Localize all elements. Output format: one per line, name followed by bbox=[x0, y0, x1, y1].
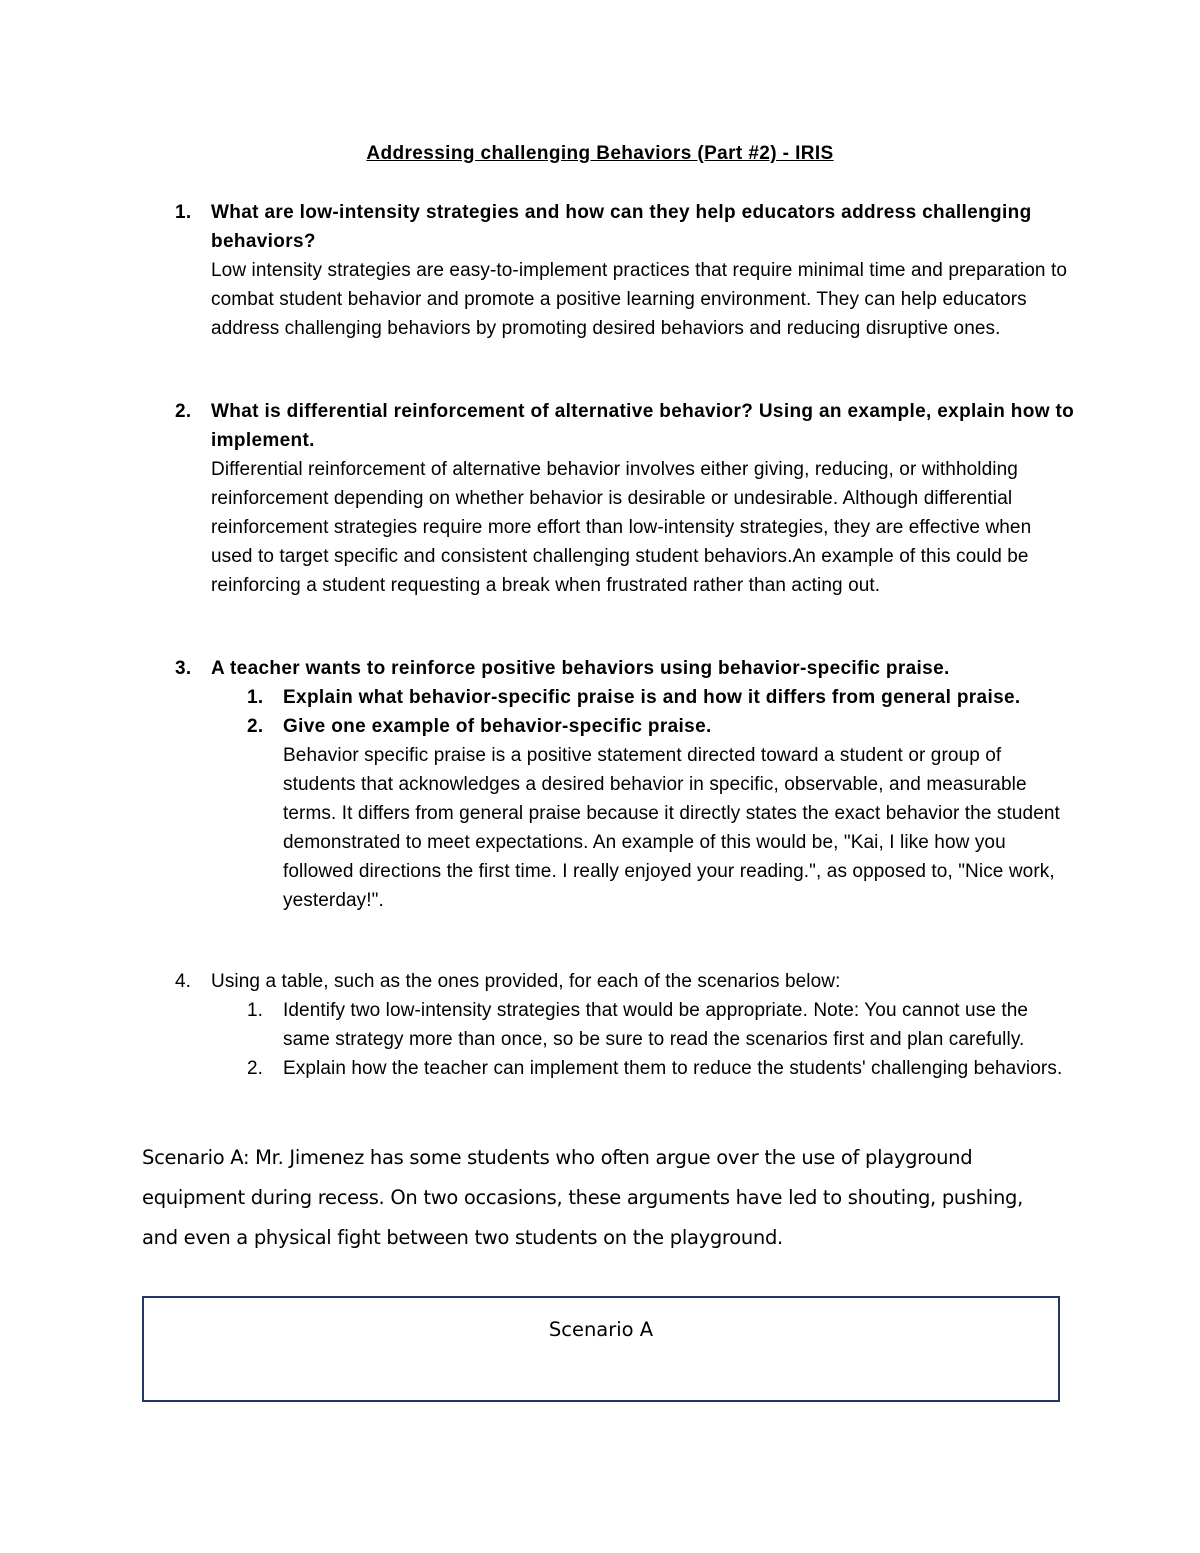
question-4-subitem-1-number: 1. bbox=[247, 1000, 264, 1021]
question-2-answer: Differential reinforcement of alternative behavior involves either giving, reducing, or withholding reinforcement depending on whether behavior is desirable or undesirable. Although differential reinforcement strategies require more effort than low-intensity strategies, they are effective when used to target specific and consistent challenging student behaviors.An example of this could be reinforcing a student requesting a break when frustrated rather than acting out. bbox=[211, 459, 1032, 596]
question-3-subitem-1 bbox=[247, 683, 1075, 712]
question-1-answer: Low intensity strategies are easy-to-implement practices that require minimal time and preparation to combat student behavior and promote a positive learning environment. They can help educators address challenging behaviors by promoting desired behaviors and reducing disruptive ones. bbox=[211, 260, 1067, 339]
question-4-subitem-1-text: Identify two low-intensity strategies that would be appropriate. Note: You cannot use the same strategy more than once, so be sure to read the scenarios first and plan carefully. bbox=[283, 1000, 1029, 1050]
question-4-subitem-1 bbox=[247, 996, 1075, 1054]
question-4-subitem-2-number: 2. bbox=[247, 1058, 264, 1079]
question-1-prompt: What are low-intensity strategies and how can they help educators address challenging behaviors? bbox=[211, 202, 1032, 252]
question-3-subitem-2-text: Give one example of behavior-specific praise. bbox=[283, 716, 712, 737]
question-1-number: 1. bbox=[175, 202, 192, 223]
question-3 bbox=[175, 654, 1075, 915]
scenario-a-paragraph: Scenario A: Mr. Jimenez has some students who often argue over the use of playground equipment during recess. On two occasions, these arguments have led to shouting, pushing, and even a physical fight between two students on the playground. bbox=[142, 1146, 1024, 1249]
question-2 bbox=[175, 397, 1075, 600]
question-3-number: 3. bbox=[175, 658, 192, 679]
question-3-subitem-2 bbox=[247, 712, 1075, 915]
question-3-prompt: A teacher wants to reinforce positive behaviors using behavior-specific praise. bbox=[211, 658, 950, 679]
question-4 bbox=[175, 967, 1075, 1083]
question-2-number: 2. bbox=[175, 401, 192, 422]
question-3-subitem-1-text: Explain what behavior-specific praise is and how it differs from general praise. bbox=[283, 687, 1021, 708]
question-4-number: 4. bbox=[175, 971, 192, 992]
question-2-prompt: What is differential reinforcement of alternative behavior? Using an example, explain how to implement. bbox=[211, 401, 1075, 451]
question-1 bbox=[175, 198, 1075, 343]
question-3-subitem-1-number: 1. bbox=[247, 687, 264, 708]
question-4-subitem-2 bbox=[247, 1054, 1075, 1083]
scenario-a-table-header: Scenario A bbox=[548, 1318, 654, 1341]
document-title: Addressing challenging Behaviors (Part #2) - IRIS bbox=[366, 143, 834, 164]
question-4-subitem-2-text: Explain how the teacher can implement them to reduce the students' challenging behaviors. bbox=[283, 1058, 1063, 1079]
question-3-subitem-2-number: 2. bbox=[247, 716, 264, 737]
question-4-prompt: Using a table, such as the ones provided, for each of the scenarios below: bbox=[211, 971, 841, 992]
scenario-a-table bbox=[142, 1296, 1060, 1402]
question-3-answer: Behavior specific praise is a positive statement directed toward a student or group of students that acknowledges a desired behavior in specific, observable, and measurable terms. It differs from general praise because it directly states the exact behavior the student demonstrated to meet expectations. An example of this would be, "Kai, I like how you followed directions the first time. I really enjoyed your reading.", as opposed to, "Nice work, yesterday!". bbox=[283, 745, 1060, 911]
